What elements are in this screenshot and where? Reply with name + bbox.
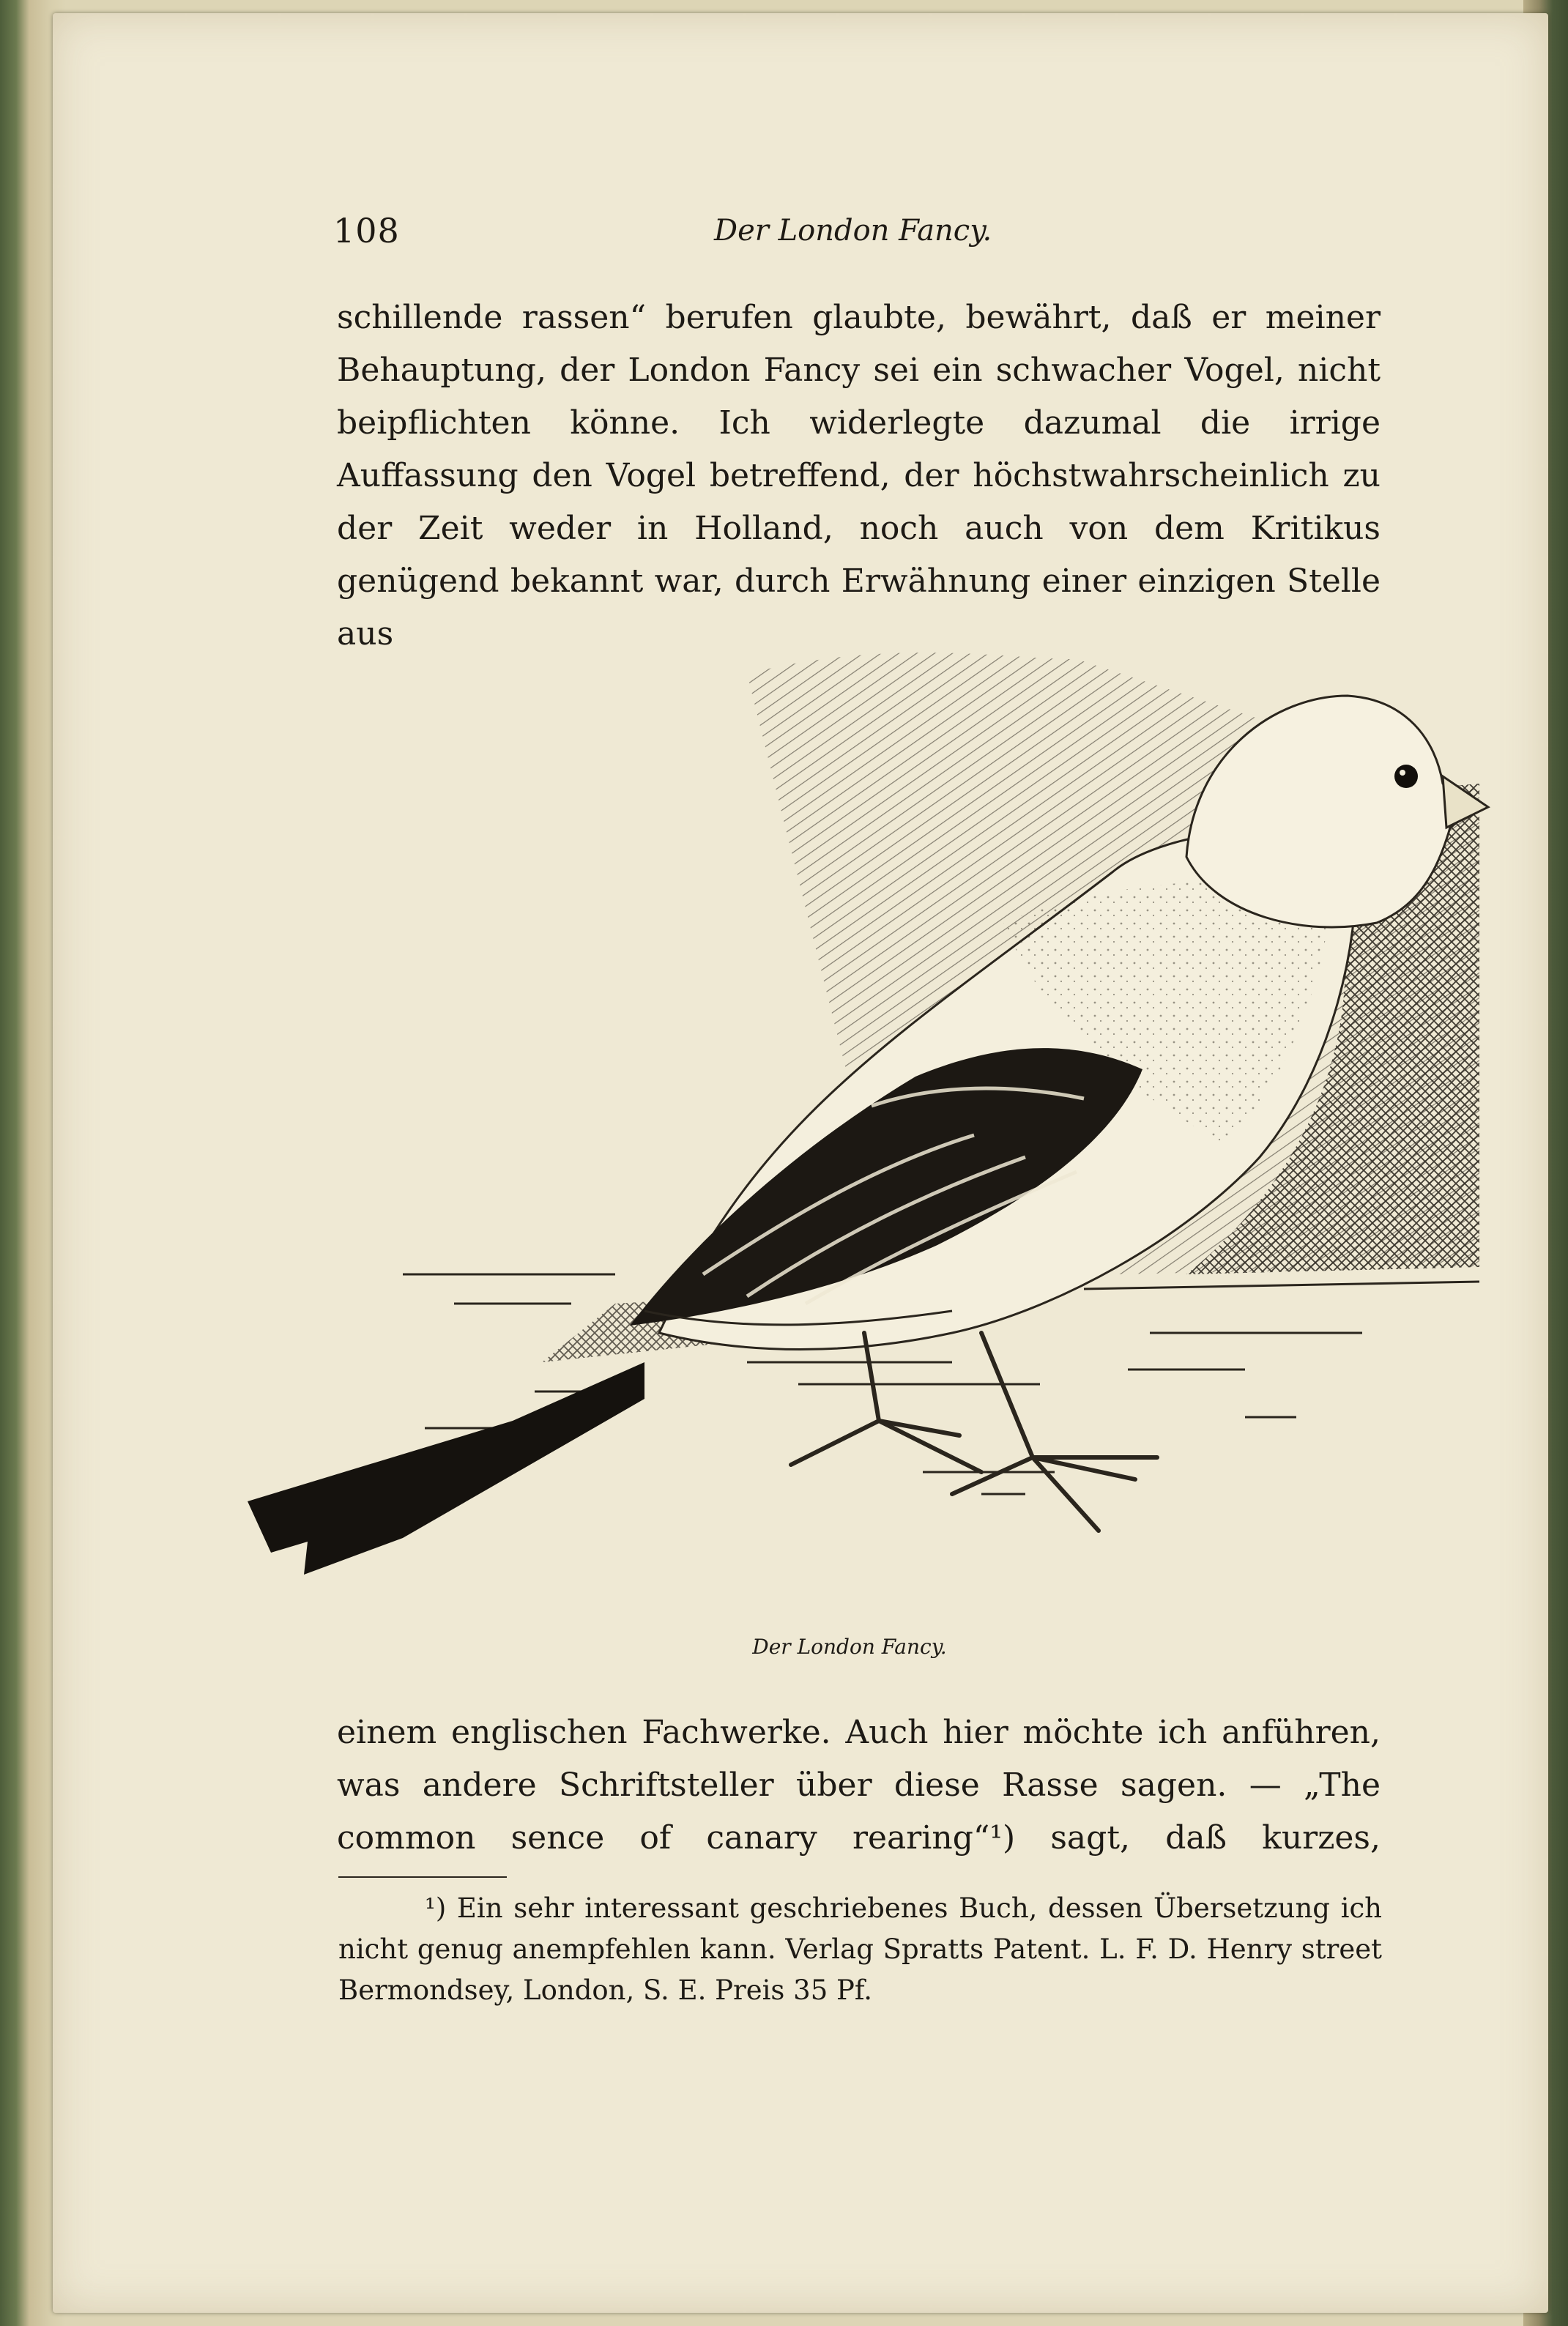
page-header [333, 211, 1014, 255]
running-head: Der London Fancy. [714, 214, 992, 248]
bird-tail [248, 1362, 644, 1575]
footnote-rule [338, 1876, 507, 1878]
eye-icon [1394, 765, 1418, 788]
body-paragraph-bottom: einem englischen Fachwerke. Auch hier möchte ich anführen, was andere Schriftsteller über diese Rasse sagen. — „The common sence of canary rearing“¹) sagt, daß kurzes, [337, 1714, 1381, 1857]
body-paragraph-top: schillende rassen“ berufen glaubte, bewährt, daß er meiner Behauptung, der London Fancy sei ein schwacher Vogel, nicht beipflichten könne. Ich widerlegte dazumal die irrige Auffassung den Vogel betreffend, der höchstwahrscheinlich zu der Zeit weder in Holland, noch auch von dem Kritikus genügend bekannt war, durch Erwähnung einer einzigen Stelle aus [337, 299, 1381, 653]
page-number: 108 [333, 211, 400, 250]
footnote-text: Ein sehr interessant geschriebenes Buch, dessen Übersetzung ich nicht genug anempfehlen kann. Verlag Spratts Patent. L. F. D. Henry street Bermondsey, London, S. E. Preis 35 Pf. [338, 1892, 1383, 2006]
footnote [338, 1888, 1382, 2011]
figure-caption: Der London Fancy. [752, 1635, 947, 1659]
footnote-marker: ¹) [425, 1892, 447, 1924]
bird-illustration [234, 630, 1494, 1641]
canary-bird-engraving-icon [234, 630, 1494, 1641]
